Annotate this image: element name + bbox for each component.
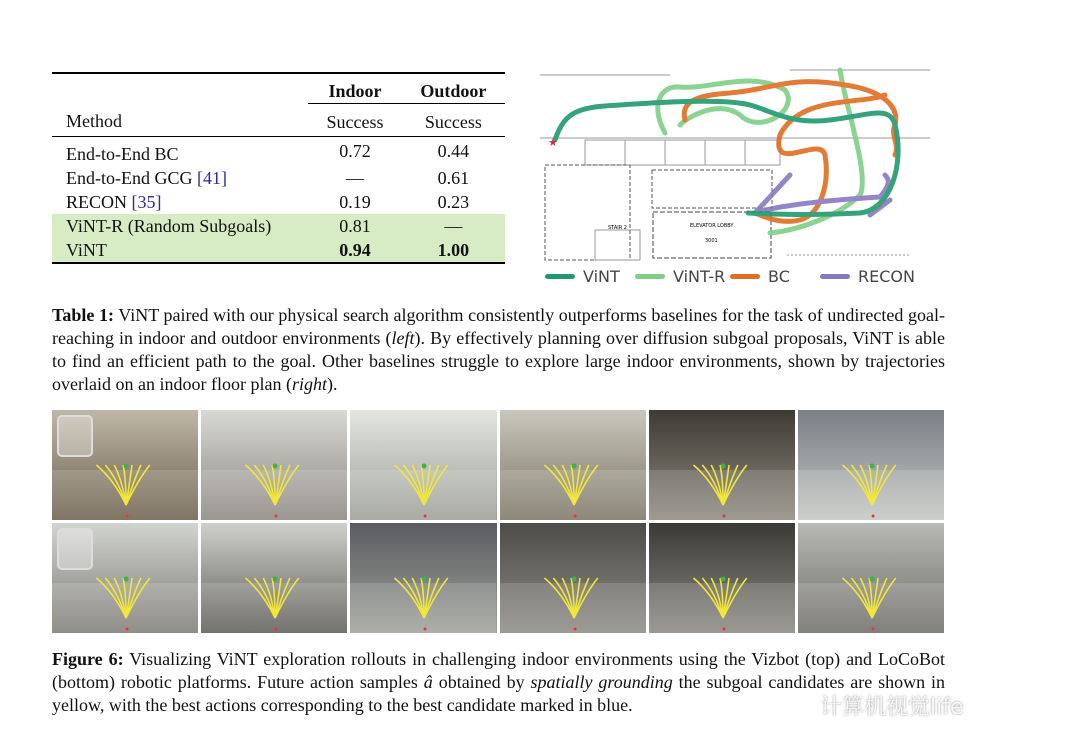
watermark: 计算机视觉life <box>820 695 964 720</box>
outdoor-cell: 0.61 <box>437 167 470 188</box>
outdoor-cell: 0.23 <box>437 191 470 212</box>
col-method: Method <box>66 110 122 131</box>
rollout-image <box>649 523 795 633</box>
rollout-image <box>52 410 198 520</box>
robot-inset-icon <box>57 528 93 570</box>
method-cell: End-to-End BC <box>66 143 179 164</box>
stair-label: STAIR 2 <box>608 225 627 231</box>
legend-item-vint-r: ViNT-R <box>635 267 725 286</box>
rollout-image <box>649 410 795 520</box>
rollout-image <box>798 410 944 520</box>
table-caption: Table 1: ViNT paired with our physical search algorithm consistently outperforms baselines for the task of undirected goal-reaching in indoor and outdoor environments (left). By effectively planning over diffusion subgoal proposals, ViNT is able to find an efficient path to the goal. Other baselines struggle to explore large indoor environments, shown by trajectories overlaid on an indoor floor plan (right). <box>52 305 945 394</box>
action-samples-overlay <box>649 410 795 520</box>
robot-inset-icon <box>57 415 93 457</box>
table-row <box>52 166 505 190</box>
rollout-image <box>350 410 496 520</box>
outdoor-cell: 1.00 <box>402 238 505 263</box>
legend-item-bc: BC <box>730 267 790 286</box>
action-samples-overlay <box>500 523 646 633</box>
indoor-cell: — <box>345 167 364 188</box>
legend-item-vint: ViNT <box>545 267 620 286</box>
legend-swatch <box>635 274 665 279</box>
col-outdoor: Outdoor <box>420 81 487 101</box>
rollout-image-grid <box>52 410 944 633</box>
action-samples-overlay <box>798 523 944 633</box>
action-samples-overlay <box>201 523 347 633</box>
rollout-image <box>350 523 496 633</box>
rollout-image <box>52 523 198 633</box>
outdoor-cell: — <box>402 214 505 238</box>
action-samples-overlay <box>350 523 496 633</box>
action-samples-overlay <box>649 523 795 633</box>
floorplan-trajectory-figure <box>540 65 930 290</box>
col-outdoor-success: Success <box>402 104 505 137</box>
start-star-icon: ★ <box>548 137 558 149</box>
method-cell: ViNT <box>52 238 308 263</box>
action-samples-overlay <box>201 410 347 520</box>
rollout-image <box>798 523 944 633</box>
legend-swatch <box>820 274 850 279</box>
col-indoor: Indoor <box>328 81 382 101</box>
figure-caption: Figure 6: Visualizing ViNT exploration rollouts in challenging indoor environments using the Vizbot (top) and LoCoBot (bottom) robotic platforms. Future action samples â obtained by spatially grounding the subgoal candidates are shown in yellow, with the best actions corresponding to the best candidate marked in blue. <box>52 649 945 715</box>
room-label: 3001 <box>705 238 718 244</box>
outdoor-cell: 0.44 <box>437 141 470 161</box>
action-samples-overlay <box>500 410 646 520</box>
legend-item-recon: RECON <box>820 267 915 286</box>
rollout-image <box>201 523 347 633</box>
action-samples-overlay <box>350 410 496 520</box>
table-row <box>52 238 505 263</box>
indoor-cell: 0.81 <box>308 214 401 238</box>
table-row <box>52 190 505 214</box>
indoor-cell: 0.94 <box>308 238 401 263</box>
indoor-cell: 0.19 <box>339 191 371 212</box>
floorplan-map <box>540 65 930 265</box>
rollout-image <box>500 410 646 520</box>
col-indoor-success: Success <box>308 104 401 137</box>
legend-swatch <box>730 274 760 279</box>
method-cell: RECON [35] <box>66 191 162 212</box>
table-row <box>52 136 505 166</box>
legend-swatch <box>545 274 575 279</box>
method-cell: End-to-End GCG [41] <box>66 167 227 188</box>
indoor-cell: 0.72 <box>339 141 371 161</box>
results-table <box>52 72 505 264</box>
lobby-label: ELEVATOR LOBBY <box>690 223 734 229</box>
action-samples-overlay <box>798 410 944 520</box>
rollout-image <box>500 523 646 633</box>
table-row <box>52 214 505 238</box>
rollout-image <box>201 410 347 520</box>
method-cell: ViNT-R (Random Subgoals) <box>52 214 308 238</box>
